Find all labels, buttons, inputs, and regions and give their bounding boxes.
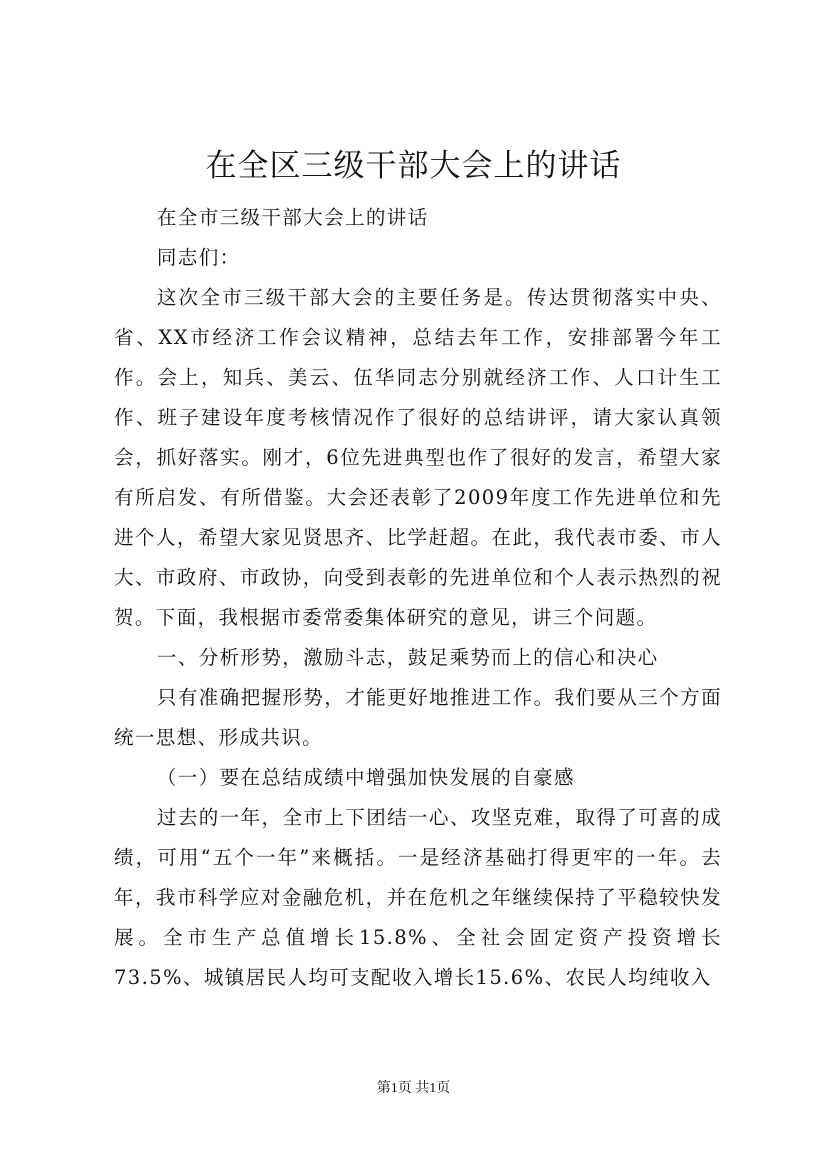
body-paragraph: 过去的一年，全市上下团结一心、攻坚克难，取得了可喜的成绩，可用“五个一年”来概括。一是经济基础打得更牢的一年。去年，我市科学应对金融危机，并在危机之年继续保持了平稳较快发展。全市生产总值增长15.8%、全社会固定资产投资增长73.5%、城镇居民人均可支配收入增长15.6%、农民人均纯收入 — [114, 806, 722, 989]
document-title: 在全区三级干部大会上的讲话 — [205, 148, 622, 183]
body-paragraph: 这次全市三级干部大会的主要任务是。传达贯彻落实中央、省、XX市经济工作会议精神，总结去年工作，安排部署今年工作。会上，知兵、美云、伍华同志分别就经济工作、人口计生工作、班子建设年度考核情况作了很好的总结讲评，请大家认真领会，抓好落实。刚才，6位先进典型也作了很好的发言，希望大家有所启发、有所借鉴。大会还表彰了2009年度工作先进单位和先进个人，希望大家见贤思齐、比学赶超。在此，我代表市委、市人大、市政府、市政协，向受到表彰的先进单位和个人表示热烈的祝贺。下面，我根据市委常委集体研究的意见，讲三个问题。 — [114, 286, 722, 629]
subtitle-paragraph: 在全市三级干部大会上的讲话 — [156, 206, 429, 229]
document-body — [114, 198, 722, 998]
page-footer: 第1页 共1页 — [376, 1081, 451, 1096]
salutation-paragraph: 同志们： — [156, 246, 241, 269]
body-paragraph: 只有准确把握形势，才能更好地推进工作。我们要从三个方面统一思想、形成共识。 — [114, 686, 722, 749]
section-heading: 一、分析形势，激励斗志，鼓足乘势而上的信心和决心 — [156, 646, 659, 669]
subsection-heading: （一）要在总结成绩中增强加快发展的自豪感 — [156, 766, 575, 789]
